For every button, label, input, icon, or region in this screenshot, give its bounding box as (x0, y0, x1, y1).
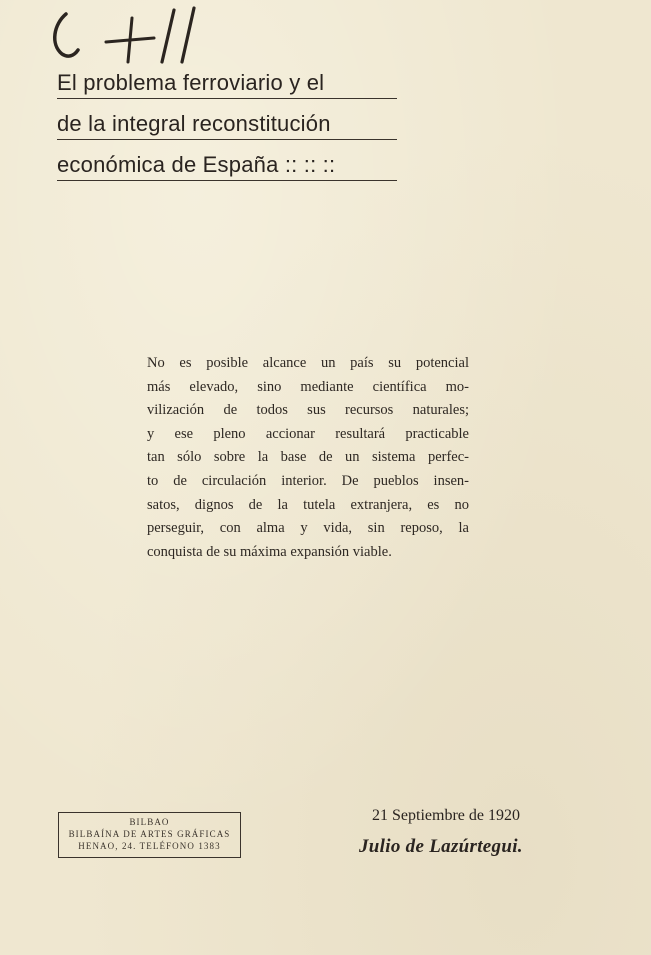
epigraph-line: conquista de su máxima expansión viable. (147, 543, 392, 560)
epigraph-line: perseguir, con alma y vida, sin reposo, la (147, 520, 469, 537)
epigraph-line: tan sólo sobre la base de un sistema perfec- (147, 449, 469, 466)
printer-city: BILBAO (129, 817, 170, 827)
epigraph-line: to de circulación interior. De pueblos insen- (147, 472, 469, 489)
printer-address: HENAO, 24. TELÉFONO 1383 (78, 841, 221, 851)
epigraph-line: vilización de todos sus recursos naturales; (147, 402, 469, 419)
date: 21 Septiembre de 1920 (372, 807, 520, 824)
epigraph-line: y ese pleno accionar resultará practicable (147, 425, 469, 442)
author-signature: Julio de Lazúrtegui. (359, 836, 523, 857)
printer-name: BILBAÍNA DE ARTES GRÁFICAS (68, 829, 231, 839)
epigraph-line: satos, dignos de la tutela extranjera, es no (147, 496, 469, 513)
title-line-1: El problema ferroviario y el (57, 64, 397, 99)
epigraph-line: más elevado, sino mediante científica mo- (147, 378, 469, 395)
title-line-3: económica de España :: :: :: (57, 146, 397, 181)
title-block (57, 64, 397, 181)
epigraph-line: No es posible alcance un país su potencial (147, 355, 469, 371)
title-line-2: de la integral reconstitución (57, 105, 397, 140)
handwritten-note (44, 4, 274, 66)
printer-imprint (58, 812, 241, 858)
epigraph (147, 352, 469, 564)
